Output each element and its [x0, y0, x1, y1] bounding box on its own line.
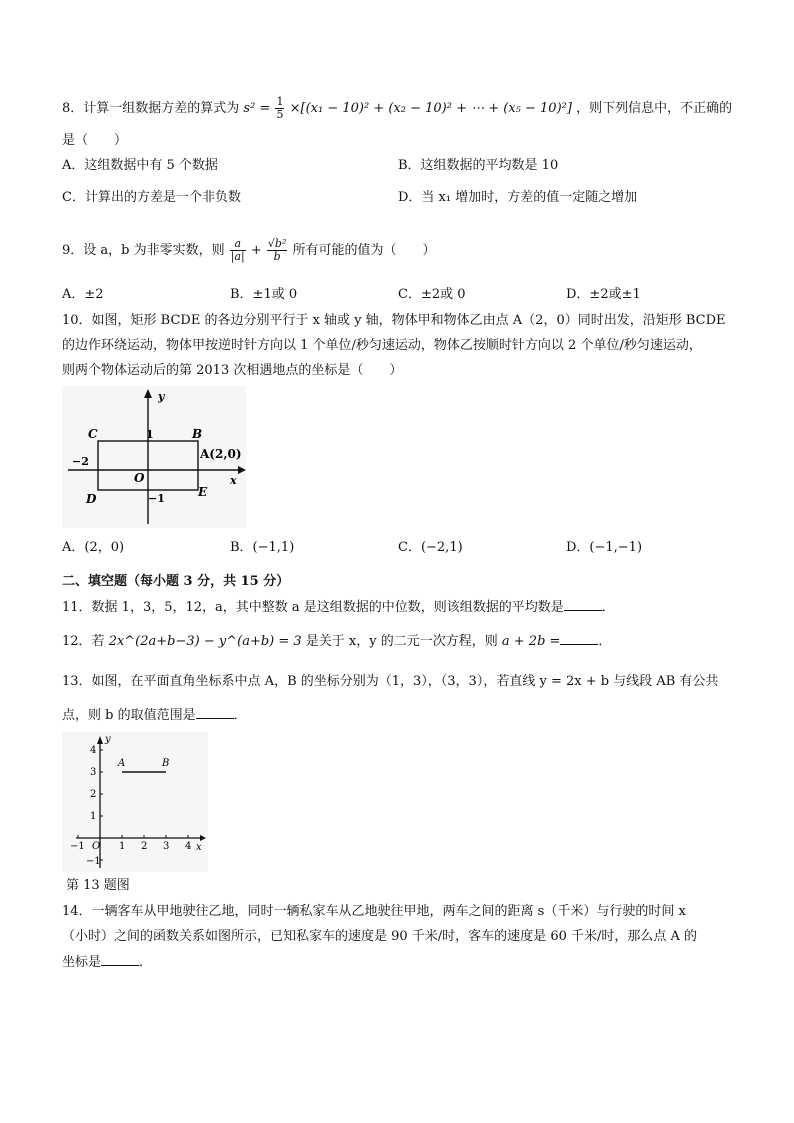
q8-stem-line2: 是（ ） [62, 133, 128, 148]
q10-line2: 的边作环绕运动，物体甲按逆时针方向以 1 个单位/秒匀速运动，物体乙按顺时针方向以 2 个单位/秒匀速运动， [62, 338, 702, 353]
section2-heading: 二、填空题（每小题 3 分，共 15 分） [62, 574, 290, 589]
q12-text-before: 12．若 [62, 634, 105, 649]
q13-point-a: A [118, 758, 126, 769]
q8-formula-lhs: s² = [243, 101, 271, 116]
q13-point-b: B [162, 758, 170, 769]
q10-tick-m1: −1 [148, 492, 165, 505]
q8-stem-text: 8．计算一组数据方差的算式为 [62, 101, 240, 116]
q9-stem-text: 9．设 a，b 为非零实数，则 [62, 243, 225, 258]
q13-y-tick-3: 3 [90, 767, 97, 778]
q10-line3: 则两个物体运动后的第 2013 次相遇地点的坐标是（ ） [62, 363, 403, 378]
q8-fraction [275, 96, 284, 121]
q11-end: ． [601, 600, 615, 615]
q10-tick-m2: −2 [72, 455, 89, 468]
q9-option-b: B．±1或 0 [230, 287, 298, 302]
q9-stem-after: 所有可能的值为（ ） [292, 243, 436, 258]
q9-frac1-den: |a| [230, 250, 245, 263]
q13-end: ． [233, 708, 247, 723]
q10-x-label: x [230, 474, 237, 487]
q8-option-a: A．这组数据中有 5 个数据 [62, 158, 218, 173]
q10-point-e: E [198, 485, 208, 499]
q10-line1: 10．如图，矩形 BCDE 的各边分别平行于 x 轴或 y 轴，物体甲和物体乙由点 A（2，0）同时出发，沿矩形 BCDE [62, 313, 726, 328]
q13-x-tick-3: 3 [163, 841, 170, 852]
q8-option-b: B．这组数据的平均数是 10 [398, 158, 559, 173]
q8-option-d: D．当 x₁ 增加时，方差的值一定随之增加 [398, 190, 638, 205]
q13-y-label: y [105, 734, 111, 745]
q9-option-d: D．±2或±1 [566, 287, 641, 302]
q13-figure [62, 732, 208, 872]
q9-frac2-num: √b² [267, 237, 287, 250]
q10-tick-1: 1 [146, 428, 154, 441]
q8-frac-den: 5 [276, 108, 284, 121]
q12-answer-blank [560, 632, 598, 645]
q13-x-tick-1: 1 [119, 841, 126, 852]
q13-x-tick-m1: −1 [70, 841, 85, 852]
q13-y-tick-m1: −1 [86, 856, 101, 867]
q13-origin: O [92, 841, 101, 852]
q9-plus: + [250, 243, 262, 258]
q12-end: ． [598, 634, 612, 649]
q14-end: ． [139, 955, 153, 970]
q8-formula-body: ×[(x₁ − 10)² + (x₂ − 10)² + ⋯ + (x₅ − 10)²] [289, 101, 572, 116]
q9-fraction-1 [230, 238, 246, 263]
q10-point-b: B [192, 427, 203, 441]
q14-line3 [62, 953, 152, 972]
q13-x-tick-4: 4 [185, 841, 192, 852]
q10-option-c: C．(−2,1) [398, 540, 463, 555]
q9-frac1-num: a [230, 238, 246, 251]
q8-frac-num: 1 [276, 95, 284, 108]
q10-figure [62, 386, 246, 528]
q9-option-c: C．±2或 0 [398, 287, 466, 302]
q13-line2 [62, 706, 247, 725]
q8-stem-after: ，则下列信息中，不正确的 [576, 101, 733, 116]
q9-frac2-den: b [273, 250, 281, 263]
q11-answer-blank [564, 598, 602, 611]
q14-line3-text: 坐标是 [62, 955, 102, 970]
q9-stem [62, 238, 436, 263]
q10-option-d: D．(−1,−1) [566, 540, 643, 555]
q9-option-a: A．±2 [62, 287, 104, 302]
q12-line [62, 632, 611, 651]
q12-expr: a + 2b = [501, 634, 561, 649]
q8-option-c: C．计算出的方差是一个非负数 [62, 190, 241, 205]
q9-fraction-2 [267, 238, 287, 263]
q10-y-label: y [158, 390, 165, 403]
q13-answer-blank [196, 706, 234, 719]
q10-option-b: B．(−1,1) [230, 540, 295, 555]
q8-stem [62, 96, 732, 121]
q11-line [62, 598, 615, 617]
q13-caption: 第 13 题图 [66, 878, 130, 893]
q12-equation: 2x^(2a+b−3) − y^(a+b) = 3 [108, 634, 302, 649]
q11-text: 11．数据 1，3，5，12，a，其中整数 a 是这组数据的中位数，则该组数据的平均数是 [62, 600, 564, 615]
q14-answer-blank [101, 953, 139, 966]
q14-line2: （小时）之间的函数关系如图所示，已知私家车的速度是 90 千米/时，客车的速度是 60 千米/时，那么点 A 的 [62, 929, 698, 944]
q13-line1: 13．如图，在平面直角坐标系中点 A，B 的坐标分别为（1，3），（3，3），若直线 y = 2x + b 与线段 AB 有公共 [62, 674, 719, 689]
q12-text-mid: 是关于 x，y 的二元一次方程，则 [305, 634, 498, 649]
q13-y-tick-2: 2 [90, 789, 97, 800]
q13-y-tick-1: 1 [90, 811, 97, 822]
q10-option-a: A．(2，0) [62, 540, 125, 555]
q13-x-label: x [196, 842, 202, 853]
q13-y-tick-4: 4 [90, 745, 97, 756]
q10-origin: O [134, 471, 145, 485]
q14-line1: 14．一辆客车从甲地驶往乙地，同时一辆私家车从乙地驶往甲地，两车之间的距离 s（千米）与行驶的时间 x [62, 904, 686, 919]
q10-point-a: A(2,0) [200, 447, 242, 461]
q10-point-d: D [86, 492, 97, 506]
q10-point-c: C [88, 427, 98, 441]
q13-line2-text: 点，则 b 的取值范围是 [62, 708, 196, 723]
q13-x-tick-2: 2 [141, 841, 148, 852]
